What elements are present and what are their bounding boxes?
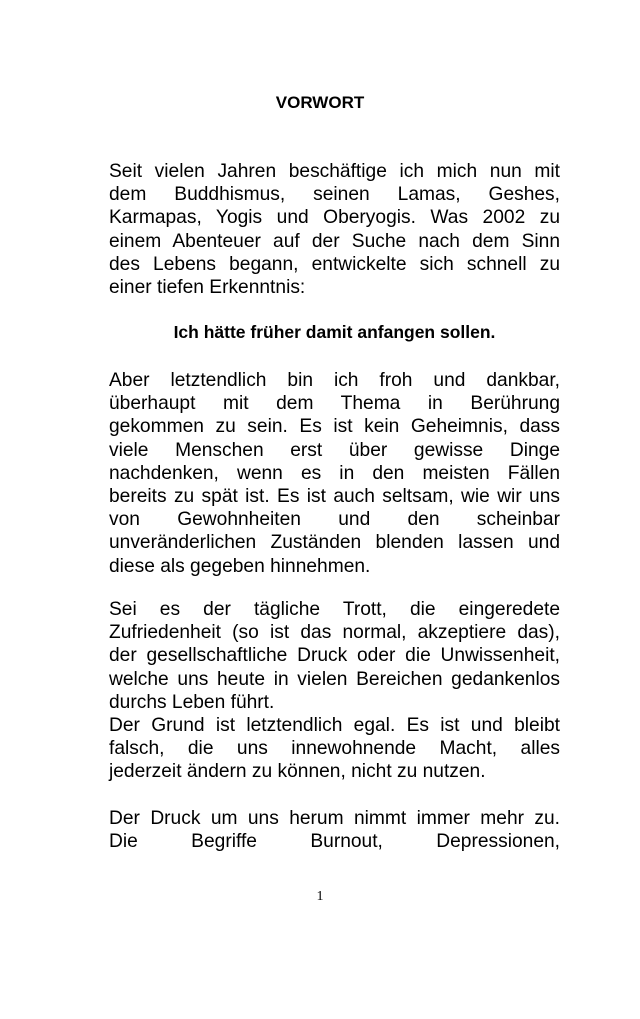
text-line: Aber letztendlich bin ich froh und dankbar, <box>109 370 560 391</box>
text-line: Der Grund ist letztendlich egal. Es ist und bleibt <box>109 715 560 736</box>
text-line: falsch, die uns innewohnende Macht, alles <box>109 738 560 760</box>
text-line: Zufriedenheit (so ist das normal, akzeptiere das), <box>109 622 560 644</box>
text-line: Der Druck um uns herum nimmt immer mehr zu. <box>109 808 560 829</box>
text-line: Sei es der tägliche Trott, die eingeredete <box>109 599 560 620</box>
text-line: einem Abenteuer auf der Suche nach dem Sinn <box>109 230 560 252</box>
chapter-title: VORWORT <box>275 93 365 112</box>
text-line: dem Buddhismus, seinen Lamas, Geshes, <box>109 184 560 206</box>
text-line: bereits zu spät ist. Es ist auch seltsam, wie wir uns <box>109 485 560 507</box>
text-line: Die Begriffe Burnout, Depressionen, <box>109 831 560 853</box>
paragraph-4 <box>109 714 560 784</box>
text-line: durchs Leben führt. <box>109 691 275 713</box>
text-line: diese als gegeben hinnehmen. <box>109 555 371 577</box>
text-line: einer tiefen Erkenntnis: <box>109 276 306 298</box>
text-line: viele Menschen erst über gewisse Dinge <box>109 439 560 461</box>
text-line: unveränderlichen Zuständen blenden lassen und <box>109 532 560 554</box>
paragraph-1 <box>109 160 560 299</box>
text-line: des Lebens begann, entwickelte sich schnell zu <box>109 253 560 275</box>
text-line: von Gewohnheiten und den scheinbar <box>109 509 560 531</box>
text-line: gekommen zu sein. Es ist kein Geheimnis, dass <box>109 416 560 438</box>
text-line: Karmapas, Yogis und Oberyogis. Was 2002 zu <box>109 207 560 229</box>
text-line: welche uns heute in vielen Bereichen gedankenlos <box>109 668 560 690</box>
paragraph-3 <box>109 598 560 714</box>
text-line: Seit vielen Jahren beschäftige ich mich nun mit <box>109 161 560 182</box>
paragraph-2 <box>109 369 560 578</box>
text-line: nachdenken, wenn es in den meisten Fällen <box>109 462 560 484</box>
page-number: 1 <box>316 889 324 904</box>
text-line: der gesellschaftliche Druck oder die Unwissenheit, <box>109 645 560 667</box>
text-line: jederzeit ändern zu können, nicht zu nutzen. <box>109 761 486 783</box>
emphasized-statement: Ich hätte früher damit anfangen sollen. <box>173 322 496 342</box>
text-line: überhaupt mit dem Thema in Berührung <box>109 393 560 415</box>
paragraph-5 <box>109 807 560 853</box>
